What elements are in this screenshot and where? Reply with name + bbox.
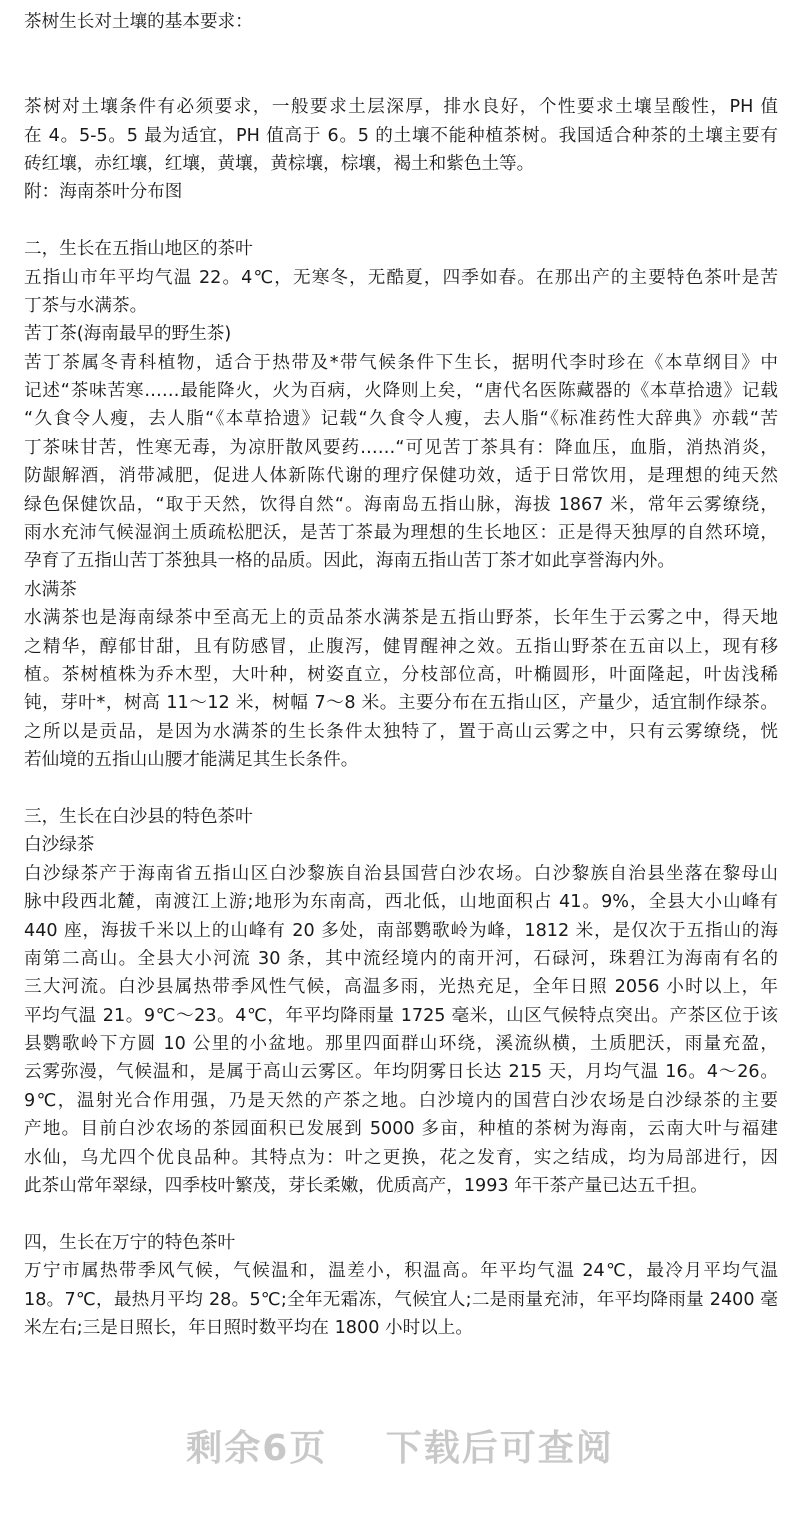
text-line: 三，生长在白沙县的特色茶叶 <box>24 806 253 827</box>
text-line: 防龈解酒，消带减肥，促进人体新陈代谢的理疗保健功效，适于日常饮用，是理想的纯天然 <box>24 466 778 487</box>
text-line: 南第二高山。全县大小河流 30 条，其中流经境内的南开河，石碌河，珠碧江为海南有名的 <box>24 948 778 969</box>
blank-line <box>24 1200 778 1228</box>
text-line: 钝，芽叶*，树高 11～12 米，树幅 7～8 米。主要分布在五指山区，产量少，适宜制作绿茶。 <box>24 693 778 714</box>
text-line: 孕育了五指山苦丁茶独具一格的品质。因此，海南五指山苦丁茶才如此享誉海内外。 <box>24 551 675 572</box>
blank-line <box>24 36 778 64</box>
blank-line <box>24 775 778 803</box>
text-line: 云雾弥漫，气候温和，是属于高山云雾区。年均阴雾日长达 215 天，月均气温 16。4～26。 <box>24 1062 778 1083</box>
text-line: 四，生长在万宁的特色茶叶 <box>24 1232 236 1253</box>
text-line: 之精华，醇郁甘甜，且有防感冒，止腹泻，健胃醒神之效。五指山野茶在五亩以上，现有移 <box>24 636 778 657</box>
text-line: 雨水充沛气候湿润土质疏松肥沃，是苦丁茶最为理想的生长地区：正是得天独厚的自然环境， <box>24 523 778 544</box>
text-line: 苦丁茶属冬青科植物，适合于热带及*带气候条件下生长，据明代李时珍在《本草纲目》中 <box>24 352 778 373</box>
blank-line <box>24 207 778 235</box>
text-line: “久食令人瘦，去人脂“《本草拾遗》记载“久食令人瘦，去人脂“《标准药性大辞典》亦载“苦 <box>24 409 778 430</box>
blank-line <box>24 65 778 93</box>
text-line: 茶树对土壤条件有必须要求，一般要求土层深厚，排水良好，个性要求土壤呈酸性，PH 值 <box>24 97 778 118</box>
text-line: 丁茶味甘苦，性寒无毒，为凉肝散风要药……“可见苦丁茶具有：降血压，血脂，消热消炎， <box>24 437 778 458</box>
text-line: 水满茶也是海南绿茶中至高无上的贡品茶水满茶是五指山野茶，长年生于云雾之中，得天地 <box>24 608 778 629</box>
download-prompt[interactable] <box>0 1420 800 1471</box>
text-line: 产地。目前白沙农场的茶园面积已发展到 5000 多亩，种植的茶树为海南，云南大叶与福建 <box>24 1119 778 1140</box>
text-line: 18。7℃，最热月平均 28。5℃;全年无霜冻，气候宜人;二是雨量充沛，年平均降雨量 2400 毫 <box>24 1289 778 1310</box>
document-body <box>24 8 778 1342</box>
text-line: 平均气温 21。9℃～23。4℃，年平均降雨量 1725 毫米，山区气候特点突出。产茶区位于该 <box>24 1005 778 1026</box>
text-line: 县鹦歌岭下方圆 10 公里的小盆地。那里四面群山环绕，溪流纵横，土质肥沃，雨量充盈， <box>24 1034 778 1055</box>
text-line: 9℃，温射光合作用强，乃是天然的产茶之地。白沙境内的国营白沙农场是白沙绿茶的主要 <box>24 1090 778 1111</box>
text-line: 白沙绿茶产于海南省五指山区白沙黎族自治县国营白沙农场。白沙黎族自治县坐落在黎母山 <box>24 863 778 884</box>
text-line: 440 座，海拔千米以上的山峰有 20 多处，南部鹦歌岭为峰，1812 米，是仅次于五指山的海 <box>24 920 778 941</box>
text-line: 记述“茶味苦寒……最能降火，火为百病，火降则上矣，“唐代名医陈藏器的《本草拾遗》记载 <box>24 381 778 402</box>
text-line: 水仙，乌尤四个优良品种。其特点为：叶之更换，花之发育，实之结成，均为局部进行，因 <box>24 1147 778 1168</box>
text-line: 苦丁茶(海南最早的野生茶) <box>24 324 232 345</box>
text-line: 米左右;三是日照长，年日照时数平均在 1800 小时以上。 <box>24 1317 473 1338</box>
text-line: 二，生长在五指山地区的茶叶 <box>24 239 253 260</box>
text-line: 之所以是贡品，是因为水满茶的生长条件太独特了，置于高山云雾之中，只有云雾缭绕，恍 <box>24 721 778 742</box>
text-line: 植。茶树植株为乔木型，大叶种，树姿直立，分枝部位高，叶椭圆形，叶面隆起，叶齿浅稀 <box>24 664 778 685</box>
text-line: 水满茶 <box>24 579 77 600</box>
remaining-pages-label: 剩余6页 <box>186 1428 328 1469</box>
text-line: 万宁市属热带季风气候，气候温和，温差小，积温高。年平均气温 24℃，最冷月平均气温 <box>24 1261 778 1282</box>
text-line: 五指山市年平均气温 22。4℃，无寒冬，无酷夏，四季如春。在那出产的主要特色茶叶是苦 <box>24 267 778 288</box>
text-line: 绿色保健饮品，“取于天然，饮得自然“。海南岛五指山脉，海拔 1867 米，常年云雾缭绕， <box>24 494 778 515</box>
text-line: 丁茶与水满茶。 <box>24 295 148 316</box>
text-line: 在 4。5-5。5 最为适宜，PH 值高于 6。5 的土壤不能种植茶树。我国适合种茶的土壤主要有 <box>24 125 778 146</box>
text-line: 此茶山常年翠绿，四季枝叶繁茂，芽长柔嫩，优质高产，1993 年干茶产量已达五千担。 <box>24 1176 708 1197</box>
text-line: 三大河流。白沙县属热带季风性气候，高温多雨，光热充足，全年日照 2056 小时以上，年 <box>24 977 778 998</box>
download-to-view-label[interactable]: 下载后可查阅 <box>385 1428 614 1469</box>
text-line: 白沙绿茶 <box>24 835 95 856</box>
text-line: 附：海南茶叶分布图 <box>24 182 183 203</box>
text-line: 砖红壤，赤红壤，红壤，黄壤，黄棕壤，棕壤，褐土和紫色土等。 <box>24 153 535 174</box>
text-line: 若仙境的五指山山腰才能满足其生长条件。 <box>24 750 359 771</box>
text-line: 茶树生长对土壤的基本要求： <box>24 12 253 32</box>
text-line: 脉中段西北麓，南渡江上游;地形为东南高，西北低，山地面积占 41。9%，全县大小山峰有 <box>24 892 778 913</box>
